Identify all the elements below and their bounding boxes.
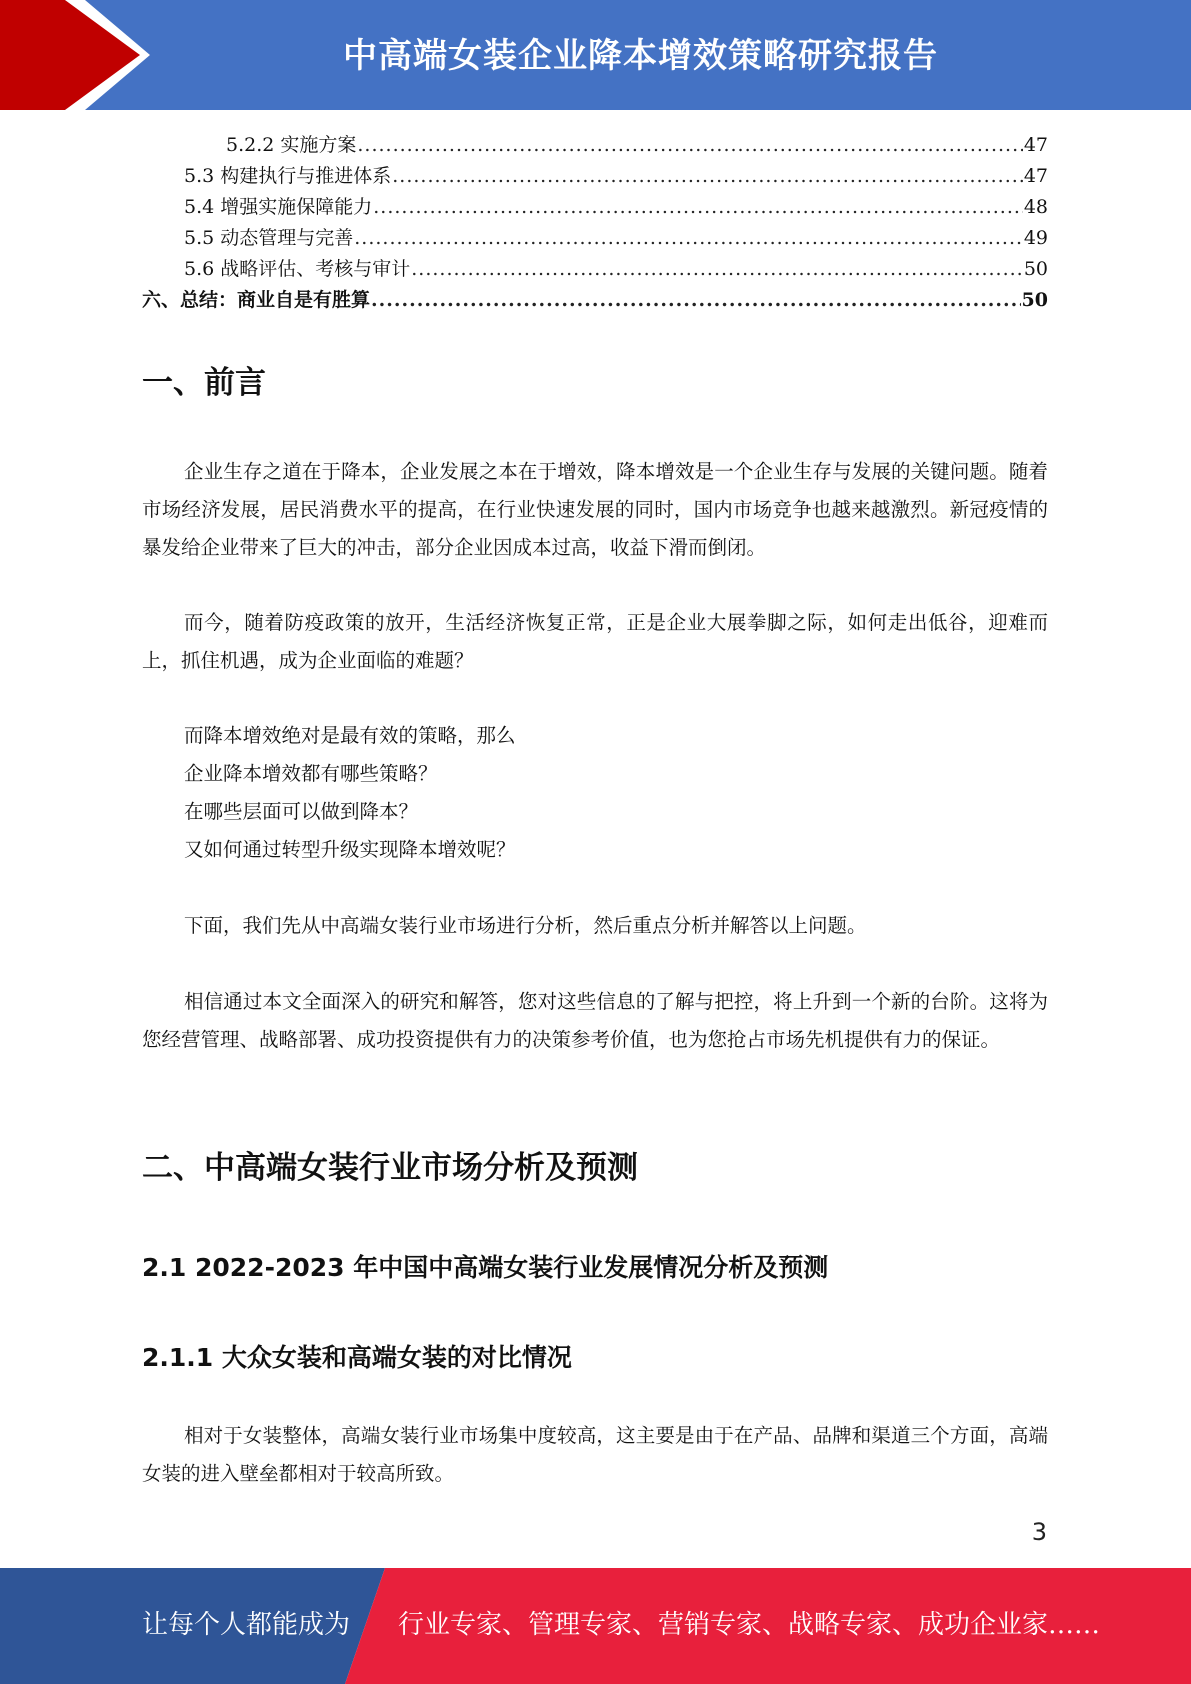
toc-entry[interactable] xyxy=(142,130,1048,161)
toc-entry-page: 47 xyxy=(1023,165,1048,187)
table-of-contents xyxy=(142,130,1048,316)
toc-leader-dots xyxy=(354,223,1023,254)
toc-leader-dots xyxy=(373,192,1023,223)
page-header xyxy=(0,0,1191,110)
question-list xyxy=(184,717,516,869)
question-line: 又如何通过转型升级实现降本增效呢？ xyxy=(184,838,516,861)
footer-slogan-left: 让每个人都能成为 xyxy=(142,1610,351,1640)
toc-entry-label: 六、总结：商业自是有胜算 xyxy=(142,289,371,311)
subsection-heading-2-1: 2.1 2022-2023 年中国中高端女装行业发展情况分析及预测 xyxy=(142,1253,829,1282)
footer-slogan-right: 行业专家、管理专家、营销专家、战略专家、成功企业家…… xyxy=(398,1610,1101,1640)
question-line: 企业降本增效都有哪些策略？ xyxy=(184,762,438,785)
body-paragraph: 企业生存之道在于降本，企业发展之本在于增效，降本增效是一个企业生存与发展的关键问题。随着市场经济发展，居民消费水平的提高，在行业快速发展的同时，国内市场竞争也越来越激烈。新冠疫情的暴发给企业带来了巨大的冲击，部分企业因成本过高，收益下滑而倒闭。 xyxy=(142,460,1048,559)
page-footer xyxy=(0,1568,1191,1684)
section-heading-preface: 一、前言 xyxy=(142,365,266,401)
subsection-heading-2-1-1: 2.1.1 大众女装和高端女装的对比情况 xyxy=(142,1343,572,1372)
question-line: 而降本增效绝对是最有效的策略，那么 xyxy=(184,724,516,747)
toc-entry-page: 50 xyxy=(1023,258,1048,280)
toc-entry-label: 5.2.2 实施方案 xyxy=(226,134,357,156)
toc-entry[interactable] xyxy=(142,285,1048,316)
toc-entry-label: 5.4 增强实施保障能力 xyxy=(184,196,373,218)
toc-entry-page: 49 xyxy=(1023,227,1048,249)
toc-entry[interactable] xyxy=(142,161,1048,192)
toc-entry-label: 5.3 构建执行与推进体系 xyxy=(184,165,392,187)
toc-entry[interactable] xyxy=(142,254,1048,285)
body-paragraph: 相对于女装整体，高端女装行业市场集中度较高，这主要是由于在产品、品牌和渠道三个方面，高端女装的进入壁垒都相对于较高所致。 xyxy=(142,1424,1048,1485)
toc-entry-label: 5.5 动态管理与完善 xyxy=(184,227,354,249)
question-line: 在哪些层面可以做到降本？ xyxy=(184,800,419,823)
toc-entry-page: 50 xyxy=(1021,289,1048,311)
body-paragraph: 相信通过本文全面深入的研究和解答，您对这些信息的了解与把控，将上升到一个新的台阶。这将为您经营管理、战略部署、成功投资提供有力的决策参考价值，也为您抢占市场先机提供有力的保证。 xyxy=(142,990,1048,1051)
body-paragraph: 下面，我们先从中高端女装行业市场进行分析，然后重点分析并解答以上问题。 xyxy=(184,914,867,937)
toc-leader-dots xyxy=(371,285,1021,316)
toc-entry-page: 48 xyxy=(1023,196,1048,218)
toc-entry-page: 47 xyxy=(1023,134,1048,156)
section-heading-market-analysis: 二、中高端女装行业市场分析及预测 xyxy=(142,1150,638,1186)
body-paragraph: 而今，随着防疫政策的放开，生活经济恢复正常，正是企业大展拳脚之际，如何走出低谷，迎难而上，抓住机遇，成为企业面临的难题？ xyxy=(142,611,1048,672)
toc-leader-dots xyxy=(411,254,1023,285)
page-number: 3 xyxy=(1031,1518,1047,1546)
toc-entry[interactable] xyxy=(142,192,1048,223)
toc-leader-dots xyxy=(392,161,1023,192)
toc-leader-dots xyxy=(357,130,1022,161)
report-title: 中高端女装企业降本增效策略研究报告 xyxy=(343,36,938,76)
toc-entry[interactable] xyxy=(142,223,1048,254)
toc-entry-label: 5.6 战略评估、考核与审计 xyxy=(184,258,411,280)
